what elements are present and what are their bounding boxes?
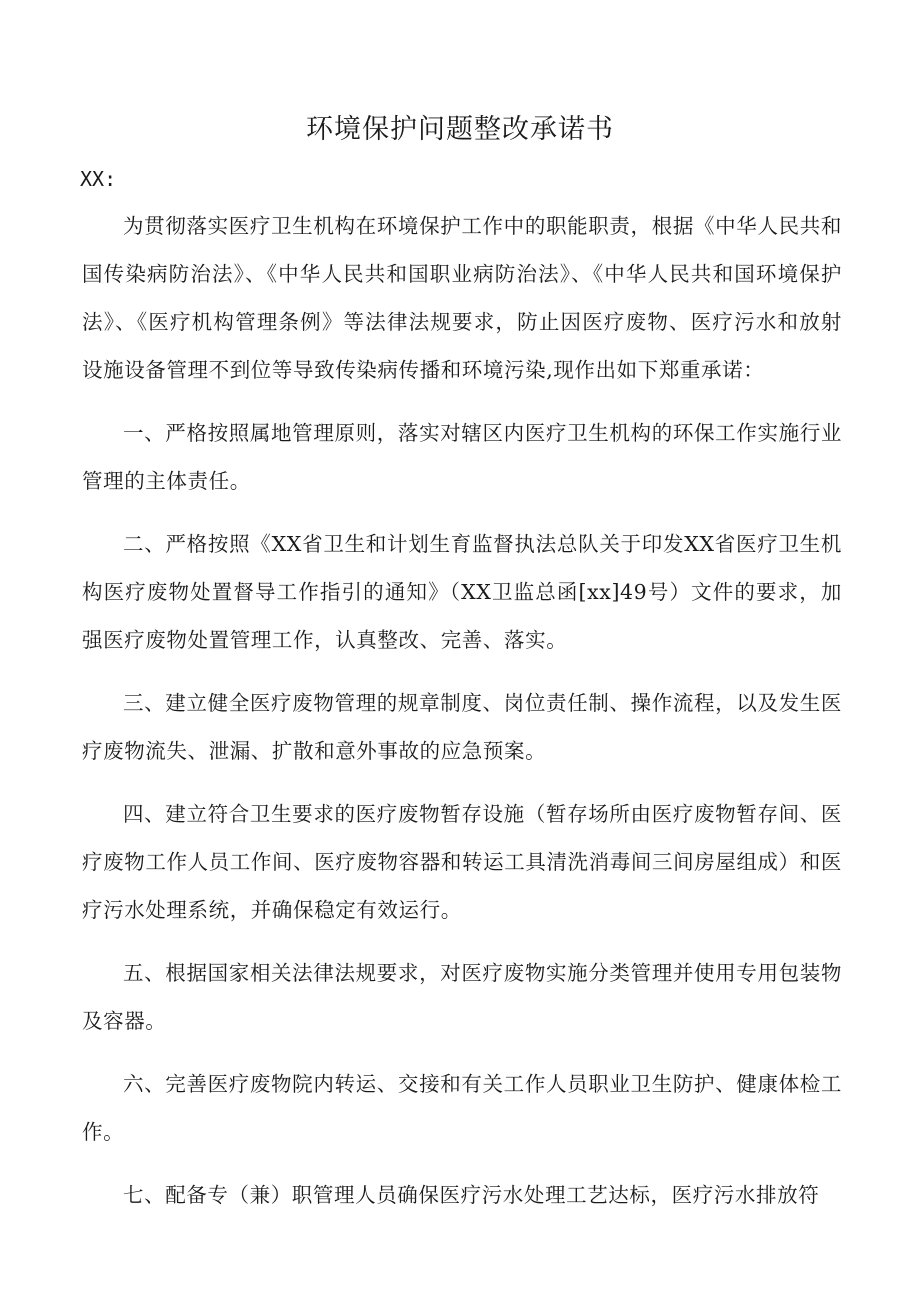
paragraph-intro: 为贯彻落实医疗卫生机构在环境保护工作中的职能职责，根据《中华人民共和国传染病防治法》、《中华人民共和国职业病防治法》、《中华人民共和国环境保护法》、《医疗机构管理条例》等法律法规要求，防止因医疗废物、医疗污水和放射设施设备管理不到位等导致传染病传播和环境污染,现作出如下郑重承诺：: [82, 214, 842, 382]
document-body: [82, 202, 842, 1234]
salutation: XX:: [80, 167, 117, 191]
document-title: 环境保护问题整改承诺书: [306, 114, 614, 145]
paragraph-item-1: 一、严格按照属地管理原则，落实对辖区内医疗卫生机构的环保工作实施行业管理的主体责任。: [82, 421, 842, 493]
paragraph-item-7: 七、配备专（兼）职管理人员确保医疗污水处理工艺达标，医疗污水排放符: [123, 1183, 820, 1207]
paragraph-item-2: 二、严格按照《XX省卫生和计划生育监督执法总队关于印发XX省医疗卫生机构医疗废物处置督导工作指引的通知》（XX卫监总函[xx]49号）文件的要求，加强医疗废物处置管理工作，认真整改、完善、落实。: [82, 532, 842, 652]
paragraph-item-6: 六、完善医疗废物院内转运、交接和有关工作人员职业卫生防护、健康体检工作。: [82, 1072, 842, 1144]
paragraph-item-3: 三、建立健全医疗废物管理的规章制度、岗位责任制、操作流程，以及发生医疗废物流失、泄漏、扩散和意外事故的应急预案。: [82, 691, 842, 763]
paragraph-item-5: 五、根据国家相关法律法规要求，对医疗废物实施分类管理并使用专用包装物及容器。: [82, 961, 842, 1033]
paragraph-item-4: 四、建立符合卫生要求的医疗废物暂存设施（暂存场所由医疗废物暂存间、医疗废物工作人员工作间、医疗废物容器和转运工具清洗消毒间三间房屋组成）和医疗污水处理系统，并确保稳定有效运行。: [82, 802, 842, 922]
